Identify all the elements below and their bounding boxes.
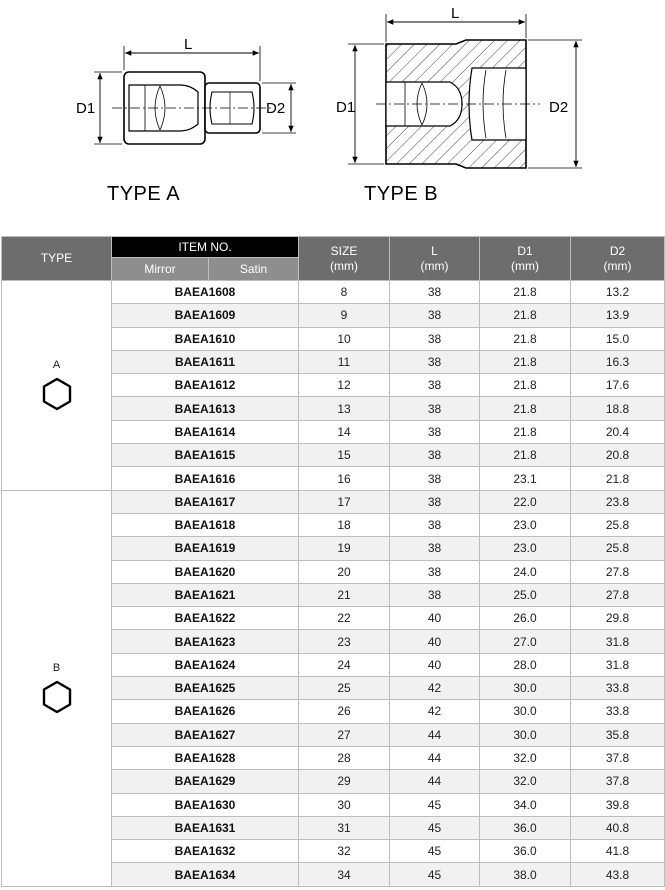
item-number-cell: BAEA1618 xyxy=(112,513,299,536)
header-d1 xyxy=(480,237,571,281)
d1-cell: 27.0 xyxy=(480,630,571,653)
d1-cell: 30.0 xyxy=(480,700,571,723)
d2-cell: 33.8 xyxy=(571,700,665,723)
d1-cell: 21.8 xyxy=(480,374,571,397)
header-d2 xyxy=(571,237,665,281)
length-cell: 38 xyxy=(390,281,480,304)
d1-cell: 38.0 xyxy=(480,863,571,886)
type-group-cell xyxy=(2,490,112,886)
item-number-cell: BAEA1632 xyxy=(112,840,299,863)
item-number-cell: BAEA1629 xyxy=(112,770,299,793)
d2-cell: 27.8 xyxy=(571,583,665,606)
item-number-cell: BAEA1627 xyxy=(112,723,299,746)
d1-cell: 26.0 xyxy=(480,607,571,630)
d2-cell: 13.9 xyxy=(571,304,665,327)
item-number-cell: BAEA1609 xyxy=(112,304,299,327)
d1-cell: 22.0 xyxy=(480,490,571,513)
header-mirror: Mirror xyxy=(112,258,209,281)
d2-cell: 31.8 xyxy=(571,653,665,676)
header-item-no: ITEM NO. xyxy=(112,237,299,258)
type-letter: A xyxy=(52,359,61,372)
type-b-length-label: L xyxy=(451,5,460,22)
type-letter: B xyxy=(52,662,61,675)
header-d2-unit: (mm) xyxy=(603,258,632,273)
d2-cell: 18.8 xyxy=(571,397,665,420)
d2-cell: 16.3 xyxy=(571,350,665,373)
type-a-d1-label: D1 xyxy=(76,100,96,117)
header-type: TYPE xyxy=(2,237,112,281)
d2-cell: 31.8 xyxy=(571,630,665,653)
size-cell: 28 xyxy=(299,746,390,769)
size-cell: 15 xyxy=(299,444,390,467)
d2-cell: 41.8 xyxy=(571,840,665,863)
length-cell: 38 xyxy=(390,583,480,606)
d1-cell: 24.0 xyxy=(480,560,571,583)
type-a-caption: TYPE A xyxy=(107,183,181,205)
length-cell: 38 xyxy=(390,350,480,373)
d1-cell: 23.1 xyxy=(480,467,571,490)
item-number-cell: BAEA1612 xyxy=(112,374,299,397)
item-number-cell: BAEA1608 xyxy=(112,281,299,304)
table-header xyxy=(2,237,665,281)
length-cell: 40 xyxy=(390,607,480,630)
item-number-cell: BAEA1620 xyxy=(112,560,299,583)
length-cell: 42 xyxy=(390,677,480,700)
d1-cell: 36.0 xyxy=(480,816,571,839)
size-cell: 10 xyxy=(299,327,390,350)
d1-cell: 32.0 xyxy=(480,746,571,769)
d2-cell: 39.8 xyxy=(571,793,665,816)
size-cell: 29 xyxy=(299,770,390,793)
length-cell: 38 xyxy=(390,560,480,583)
length-cell: 44 xyxy=(390,746,480,769)
d1-cell: 23.0 xyxy=(480,513,571,536)
d2-cell: 29.8 xyxy=(571,607,665,630)
d1-cell: 34.0 xyxy=(480,793,571,816)
type-a-d2-label: D2 xyxy=(266,100,286,117)
length-cell: 40 xyxy=(390,630,480,653)
drawing-canvas xyxy=(0,0,665,235)
header-size-unit: (mm) xyxy=(330,258,358,273)
length-cell: 38 xyxy=(390,327,480,350)
size-cell: 17 xyxy=(299,490,390,513)
item-number-cell: BAEA1617 xyxy=(112,490,299,513)
d1-cell: 30.0 xyxy=(480,677,571,700)
d1-cell: 28.0 xyxy=(480,653,571,676)
d1-cell: 21.8 xyxy=(480,327,571,350)
d2-cell: 37.8 xyxy=(571,746,665,769)
item-number-cell: BAEA1616 xyxy=(112,467,299,490)
size-cell: 31 xyxy=(299,816,390,839)
size-cell: 27 xyxy=(299,723,390,746)
d1-cell: 21.8 xyxy=(480,444,571,467)
socket-drawings xyxy=(0,0,665,235)
length-cell: 44 xyxy=(390,723,480,746)
length-cell: 38 xyxy=(390,444,480,467)
d2-cell: 25.8 xyxy=(571,537,665,560)
d1-cell: 21.8 xyxy=(480,350,571,373)
d1-cell: 21.8 xyxy=(480,304,571,327)
table-row xyxy=(2,281,665,304)
length-cell: 42 xyxy=(390,700,480,723)
item-number-cell: BAEA1628 xyxy=(112,746,299,769)
type-b-caption: TYPE B xyxy=(364,183,439,205)
item-number-cell: BAEA1610 xyxy=(112,327,299,350)
size-cell: 13 xyxy=(299,397,390,420)
hexagon-icon xyxy=(2,377,111,411)
type-a-length-label: L xyxy=(184,36,193,53)
d2-cell: 13.2 xyxy=(571,281,665,304)
d2-cell: 23.8 xyxy=(571,490,665,513)
header-size xyxy=(299,237,390,281)
header-d2-label: D2 xyxy=(609,243,626,258)
size-cell: 18 xyxy=(299,513,390,536)
size-cell: 25 xyxy=(299,677,390,700)
length-cell: 45 xyxy=(390,863,480,886)
d2-cell: 35.8 xyxy=(571,723,665,746)
d2-cell: 15.0 xyxy=(571,327,665,350)
size-cell: 30 xyxy=(299,793,390,816)
item-number-cell: BAEA1630 xyxy=(112,793,299,816)
item-number-cell: BAEA1624 xyxy=(112,653,299,676)
item-number-cell: BAEA1634 xyxy=(112,863,299,886)
length-cell: 38 xyxy=(390,513,480,536)
d2-cell: 25.8 xyxy=(571,513,665,536)
size-cell: 22 xyxy=(299,607,390,630)
length-cell: 38 xyxy=(390,374,480,397)
d1-cell: 23.0 xyxy=(480,537,571,560)
d2-cell: 20.8 xyxy=(571,444,665,467)
length-cell: 45 xyxy=(390,793,480,816)
d2-cell: 21.8 xyxy=(571,467,665,490)
item-number-cell: BAEA1622 xyxy=(112,607,299,630)
d1-cell: 25.0 xyxy=(480,583,571,606)
item-number-cell: BAEA1626 xyxy=(112,700,299,723)
type-a-socket-drawing xyxy=(76,36,296,144)
header-size-label: SIZE xyxy=(330,243,358,258)
length-cell: 45 xyxy=(390,816,480,839)
size-cell: 26 xyxy=(299,700,390,723)
size-cell: 34 xyxy=(299,863,390,886)
length-cell: 38 xyxy=(390,304,480,327)
d1-cell: 21.8 xyxy=(480,420,571,443)
length-cell: 45 xyxy=(390,840,480,863)
header-d1-label: D1 xyxy=(517,243,533,258)
item-number-cell: BAEA1623 xyxy=(112,630,299,653)
size-cell: 19 xyxy=(299,537,390,560)
size-cell: 24 xyxy=(299,653,390,676)
spec-table xyxy=(1,236,665,887)
size-cell: 11 xyxy=(299,350,390,373)
length-cell: 38 xyxy=(390,397,480,420)
item-number-cell: BAEA1613 xyxy=(112,397,299,420)
item-number-cell: BAEA1621 xyxy=(112,583,299,606)
item-number-cell: BAEA1625 xyxy=(112,677,299,700)
d2-cell: 27.8 xyxy=(571,560,665,583)
item-number-cell: BAEA1631 xyxy=(112,816,299,839)
type-group-cell xyxy=(2,281,112,491)
size-cell: 21 xyxy=(299,583,390,606)
d2-cell: 40.8 xyxy=(571,816,665,839)
size-cell: 12 xyxy=(299,374,390,397)
size-cell: 8 xyxy=(299,281,390,304)
item-number-cell: BAEA1615 xyxy=(112,444,299,467)
length-cell: 38 xyxy=(390,467,480,490)
d2-cell: 43.8 xyxy=(571,863,665,886)
table-row xyxy=(2,490,665,513)
d2-cell: 37.8 xyxy=(571,770,665,793)
d2-cell: 20.4 xyxy=(571,420,665,443)
length-cell: 38 xyxy=(390,537,480,560)
size-cell: 14 xyxy=(299,420,390,443)
type-b-d2-label: D2 xyxy=(549,99,569,116)
item-number-cell: BAEA1619 xyxy=(112,537,299,560)
length-cell: 38 xyxy=(390,490,480,513)
type-b-socket-drawing xyxy=(336,5,582,168)
size-cell: 32 xyxy=(299,840,390,863)
size-cell: 23 xyxy=(299,630,390,653)
table-body xyxy=(2,281,665,887)
header-d1-unit: (mm) xyxy=(511,258,539,273)
size-cell: 20 xyxy=(299,560,390,583)
length-cell: 40 xyxy=(390,653,480,676)
d2-cell: 17.6 xyxy=(571,374,665,397)
item-number-cell: BAEA1611 xyxy=(112,350,299,373)
d1-cell: 21.8 xyxy=(480,397,571,420)
d1-cell: 36.0 xyxy=(480,840,571,863)
size-cell: 9 xyxy=(299,304,390,327)
d1-cell: 21.8 xyxy=(480,281,571,304)
header-l-unit: (mm) xyxy=(420,258,449,273)
length-cell: 38 xyxy=(390,420,480,443)
item-number-cell: BAEA1614 xyxy=(112,420,299,443)
d1-cell: 30.0 xyxy=(480,723,571,746)
header-l-label: L xyxy=(431,243,438,258)
header-l xyxy=(390,237,480,281)
type-b-d1-label: D1 xyxy=(336,99,356,116)
hexagon-icon xyxy=(2,680,111,714)
d2-cell: 33.8 xyxy=(571,677,665,700)
d1-cell: 32.0 xyxy=(480,770,571,793)
header-satin: Satin xyxy=(209,258,299,281)
length-cell: 44 xyxy=(390,770,480,793)
size-cell: 16 xyxy=(299,467,390,490)
